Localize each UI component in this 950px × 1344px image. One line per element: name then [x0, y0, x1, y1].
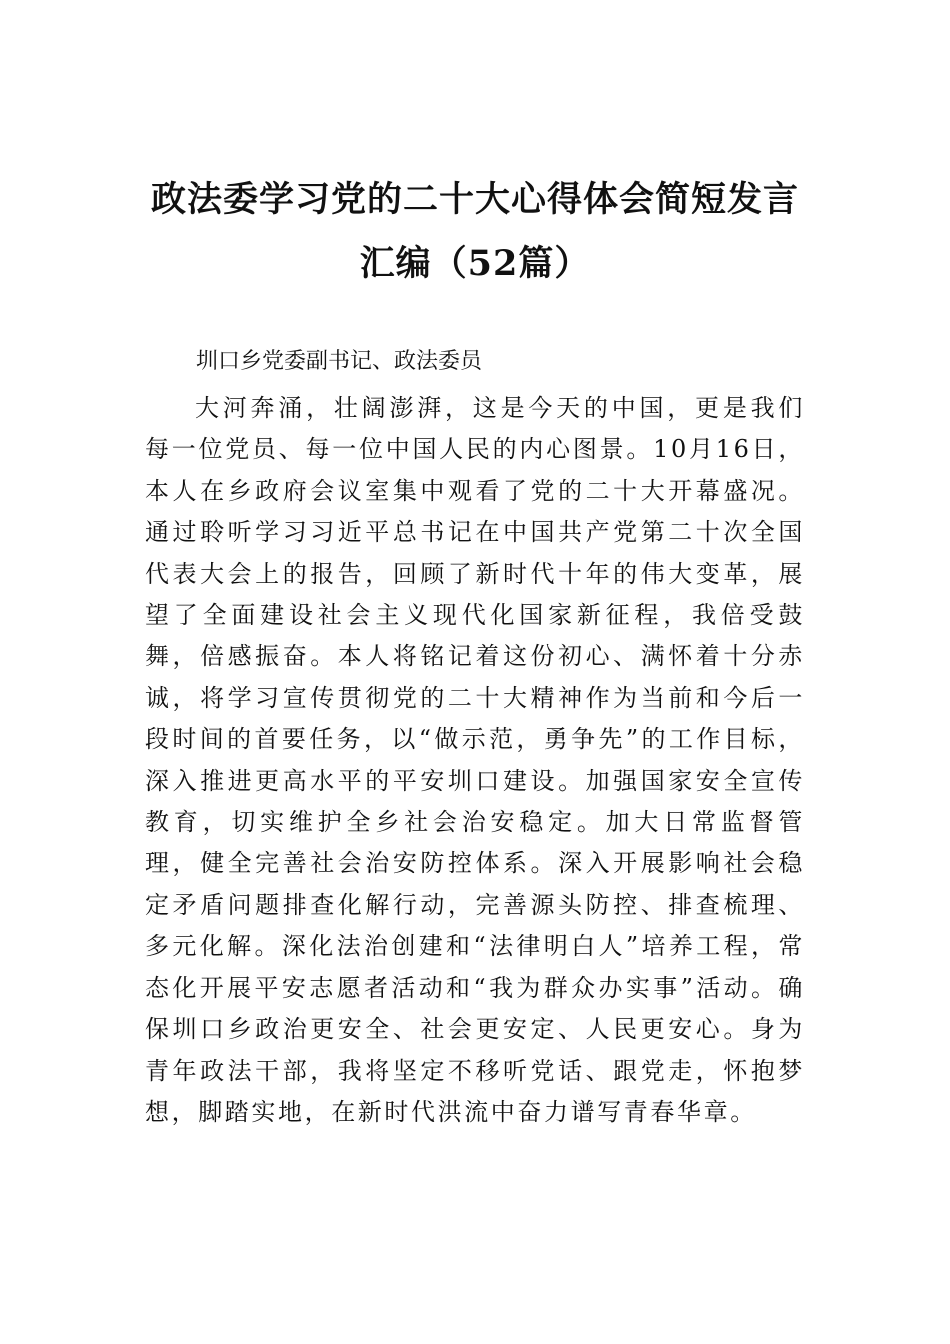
document-title-line-2: 汇编（52篇）: [359, 243, 591, 284]
author-affiliation: 圳口乡党委副书记、政法委员: [196, 349, 483, 374]
document-title-line-1: 政法委学习党的二十大心得体会简短发言: [150, 179, 799, 220]
body-paragraph: 大河奔涌，壮阔澎湃，这是今天的中国，更是我们每一位党员、每一位中国人民的内心图景。10月16日，本人在乡政府会议室集中观看了党的二十大开幕盛况。通过聆听学习习近平总书记在中国共产党第二十次全国代表大会上的报告，回顾了新时代十年的伟大变革，展望了全面建设社会主义现代化国家新征程，我倍受鼓舞，倍感振奋。本人将铭记着这份初心、满怀着十分赤诚，将学习宣传贯彻党的二十大精神作为当前和今后一段时间的首要任务，以“做示范，勇争先”的工作目标，深入推进更高水平的平安圳口建设。加强国家安全宣传教育，切实维护全乡社会治安稳定。加大日常监督管理，健全完善社会治安防控体系。深入开展影响社会稳定矛盾问题排查化解行动，完善源头防控、排查梳理、多元化解。深化法治创建和“法律明白人”培养工程，常态化开展平安志愿者活动和“我为群众办实事”活动。确保圳口乡政治更安全、社会更安定、人民更安心。身为青年政法干部，我将坚定不移听党话、跟党走，怀抱梦想，脚踏实地，在新时代洪流中奋力谱写青春华章。: [145, 394, 805, 1126]
